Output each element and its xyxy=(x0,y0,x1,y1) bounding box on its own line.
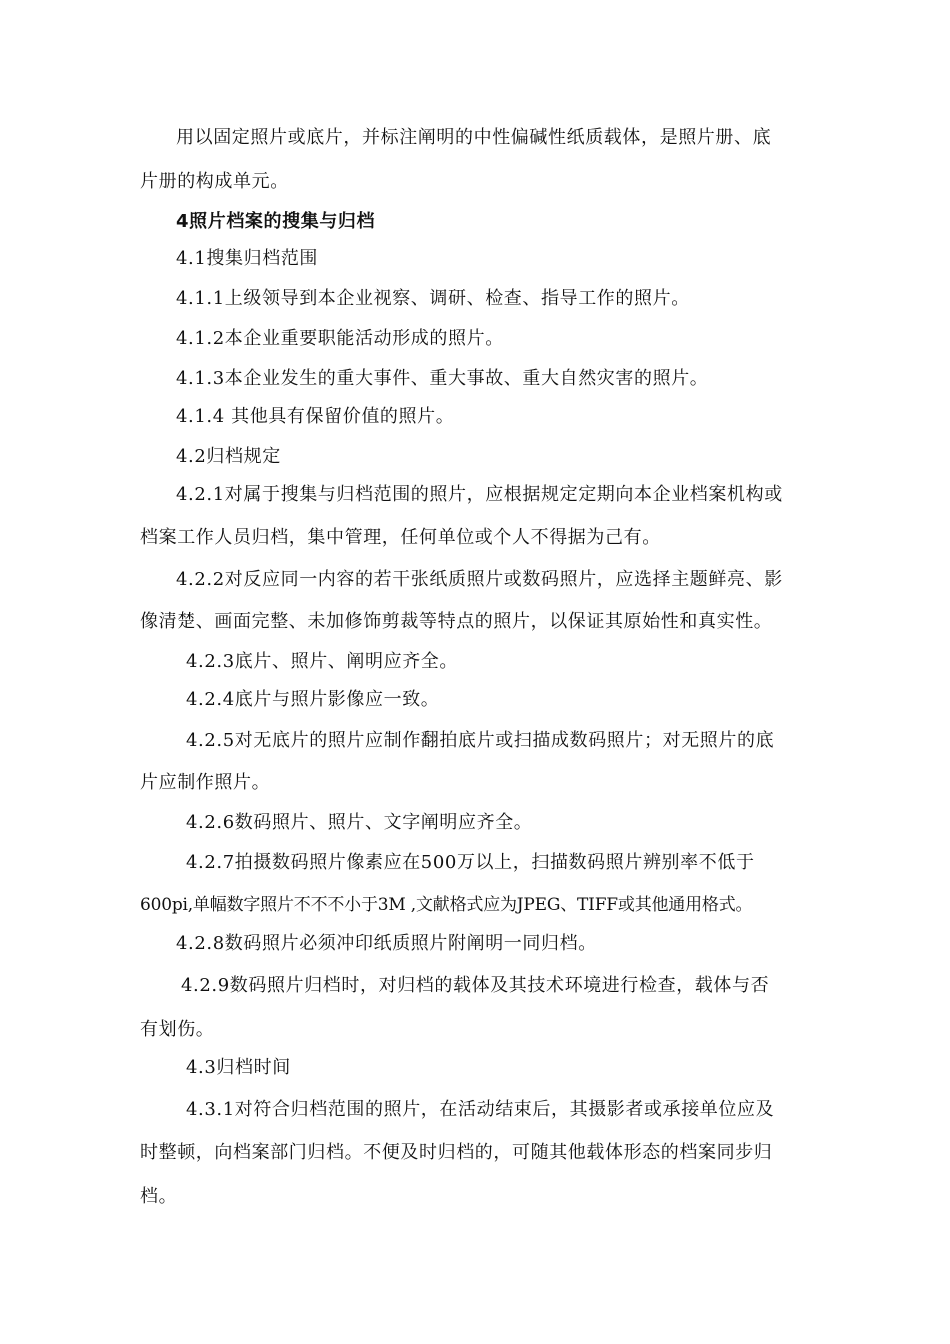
para-4-2-7-line-1: 4.2.7拍摄数码照片像素应在500万以上，扫描数码照片辨别率不低于 xyxy=(186,852,755,873)
item-4-1-4: 4.1.4 其他具有保留价值的照片。 xyxy=(176,406,455,427)
item-4-1-3: 4.1.3本企业发生的重大事件、重大事故、重大自然灾害的照片。 xyxy=(176,368,709,389)
para-4-2-1-line-2: 档案工作人员归档，集中管理，任何单位或个人不得据为己有。 xyxy=(140,527,661,548)
section-4-2-title: 4.2归档规定 xyxy=(176,446,281,467)
para-4-3-1-line-3: 档。 xyxy=(140,1186,178,1207)
item-4-2-6: 4.2.6数码照片、照片、文字阐明应齐全。 xyxy=(186,812,533,833)
section-4-heading: 4照片档案的搜集与归档 xyxy=(176,211,376,232)
item-4-1-2: 4.1.2本企业重要职能活动形成的照片。 xyxy=(176,328,504,349)
para-4-2-2-line-1: 4.2.2对反应同一内容的若干张纸质照片或数码照片，应选择主题鲜亮、影 xyxy=(176,569,783,590)
intro-line-1: 用以固定照片或底片，并标注阐明的中性偏碱性纸质载体，是照片册、底 xyxy=(176,127,772,148)
item-4-2-3: 4.2.3底片、照片、阐明应齐全。 xyxy=(186,651,458,672)
para-4-3-1-line-1: 4.3.1对符合归档范围的照片，在活动结束后，其摄影者或承接单位应及 xyxy=(186,1099,775,1120)
intro-line-2: 片册的构成单元。 xyxy=(140,171,289,192)
item-4-2-4: 4.2.4底片与照片影像应一致。 xyxy=(186,689,440,710)
para-4-2-9-line-1: 4.2.9数码照片归档时，对归档的载体及其技术环境进行检查，载体与否 xyxy=(181,975,770,996)
para-4-3-1-line-2: 时整顿，向档案部门归档。不便及时归档的，可随其他载体形态的档案同步归 xyxy=(140,1142,773,1163)
item-4-2-8: 4.2.8数码照片必须冲印纸质照片附阐明一同归档。 xyxy=(176,933,597,954)
para-4-2-9-line-2: 有划伤。 xyxy=(140,1019,215,1040)
para-4-2-1-line-1: 4.2.1对属于搜集与归档范围的照片，应根据规定定期向本企业档案机构或 xyxy=(176,484,783,505)
section-4-3-title: 4.3归档时间 xyxy=(186,1057,291,1078)
para-4-2-5-line-2: 片应制作照片。 xyxy=(140,772,271,793)
section-4-1-title: 4.1搜集归档范围 xyxy=(176,248,319,269)
para-4-2-5-line-1: 4.2.5对无底片的照片应制作翻拍底片或扫描成数码照片；对无照片的底 xyxy=(186,730,775,751)
para-4-2-7-line-2: 600pi,单幅数字照片不不不小于3M ,文献格式应为JPEG、TIFF或其他通用格式。 xyxy=(140,895,753,915)
item-4-1-1: 4.1.1上级领导到本企业视察、调研、检查、指导工作的照片。 xyxy=(176,288,690,309)
para-4-2-2-line-2: 像清楚、画面完整、未加修饰剪裁等特点的照片，以保证其原始性和真实性。 xyxy=(140,611,773,632)
